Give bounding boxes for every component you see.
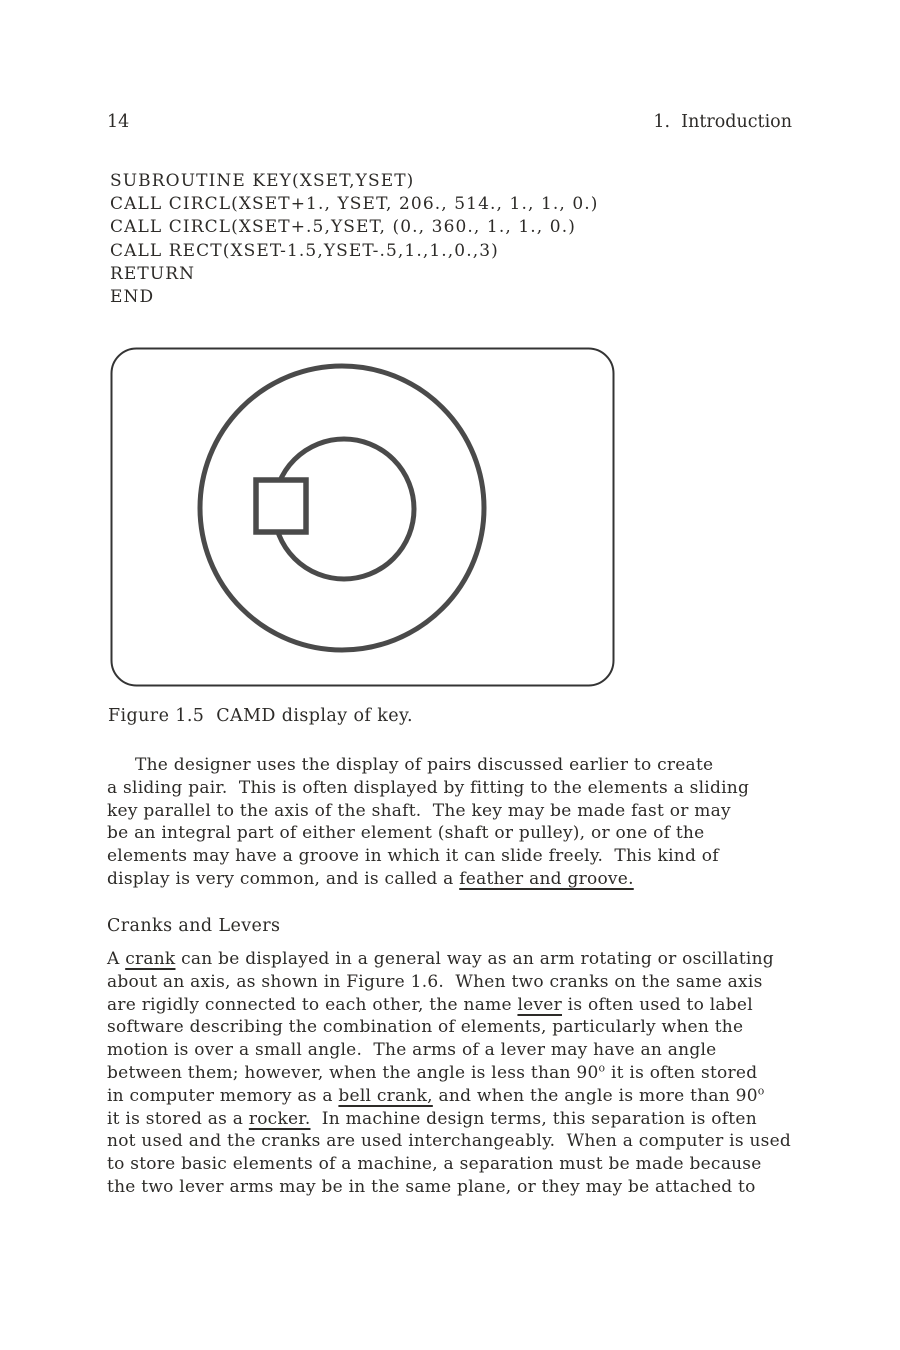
code-line: RETURN — [110, 263, 196, 284]
text-line: a sliding pair. This is often displayed by fitting to the elements a sliding — [107, 777, 750, 798]
code-line: CALL CIRCL(XSET+.5,YSET, (0., 360., 1., 1., 0.) — [110, 217, 576, 238]
section-heading-cranks-and-levers: Cranks and Levers — [107, 916, 281, 936]
figure-caption: Figure 1.5 CAMD display of key. — [108, 706, 413, 726]
text-line: the two lever arms may be in the same plane, or they may be attached to — [107, 1176, 756, 1197]
text-line: The designer uses the display of pairs discussed earlier to create — [135, 755, 714, 775]
paragraph-sliding-pair — [107, 754, 749, 891]
chapter-title: 1. Introduction — [653, 112, 792, 132]
figure-drawing — [110, 347, 615, 687]
text-line: elements may have a groove in which it can slide freely. This kind of — [107, 846, 719, 867]
code-line: SUBROUTINE KEY(XSET,YSET) — [110, 171, 415, 191]
text-line: about an axis, as shown in Figure 1.6. When two cranks on the same axis — [107, 971, 763, 992]
code-line: CALL CIRCL(XSET+1., YSET, 206., 514., 1., 1., 0.) — [110, 194, 599, 215]
text-line: software describing the combination of elements, particularly when the — [107, 1017, 744, 1038]
text-line: not used and the cranks are used interchangeably. When a computer is used — [107, 1131, 792, 1152]
text-line: it is stored as a rocker. In machine design terms, this separation is often — [107, 1108, 757, 1129]
text-line: between them; however, when the angle is less than 90$^o$ it is often stored — [107, 1061, 758, 1083]
text-line: A crank can be displayed in a general way as an arm rotating or oscillating — [107, 949, 774, 969]
figure-1-5 — [110, 347, 615, 687]
code-listing — [110, 170, 599, 309]
running-head — [107, 112, 792, 132]
text-line: are rigidly connected to each other, the name lever is often used to label — [107, 994, 753, 1015]
text-line: to store basic elements of a machine, a separation must be made because — [107, 1154, 762, 1175]
text-line: display is very common, and is called a feather and groove. — [107, 868, 634, 889]
text-line: motion is over a small angle. The arms of a lever may have an angle — [107, 1040, 717, 1061]
text-line: key parallel to the axis of the shaft. The key may be made fast or may — [107, 800, 731, 821]
outer-circle — [200, 366, 484, 650]
page-number: 14 — [107, 112, 130, 132]
text-line: in computer memory as a bell crank, and when the angle is more than 90$^o$ — [107, 1084, 765, 1106]
code-line: CALL RECT(XSET-1.5,YSET-.5,1.,1.,0.,3) — [110, 240, 499, 261]
text-line: be an integral part of either element (shaft or pulley), or one of the — [107, 823, 705, 844]
figure-frame — [112, 349, 614, 686]
key-square — [256, 480, 306, 532]
code-line: END — [110, 287, 155, 308]
paragraph-cranks-and-levers — [107, 948, 791, 1199]
